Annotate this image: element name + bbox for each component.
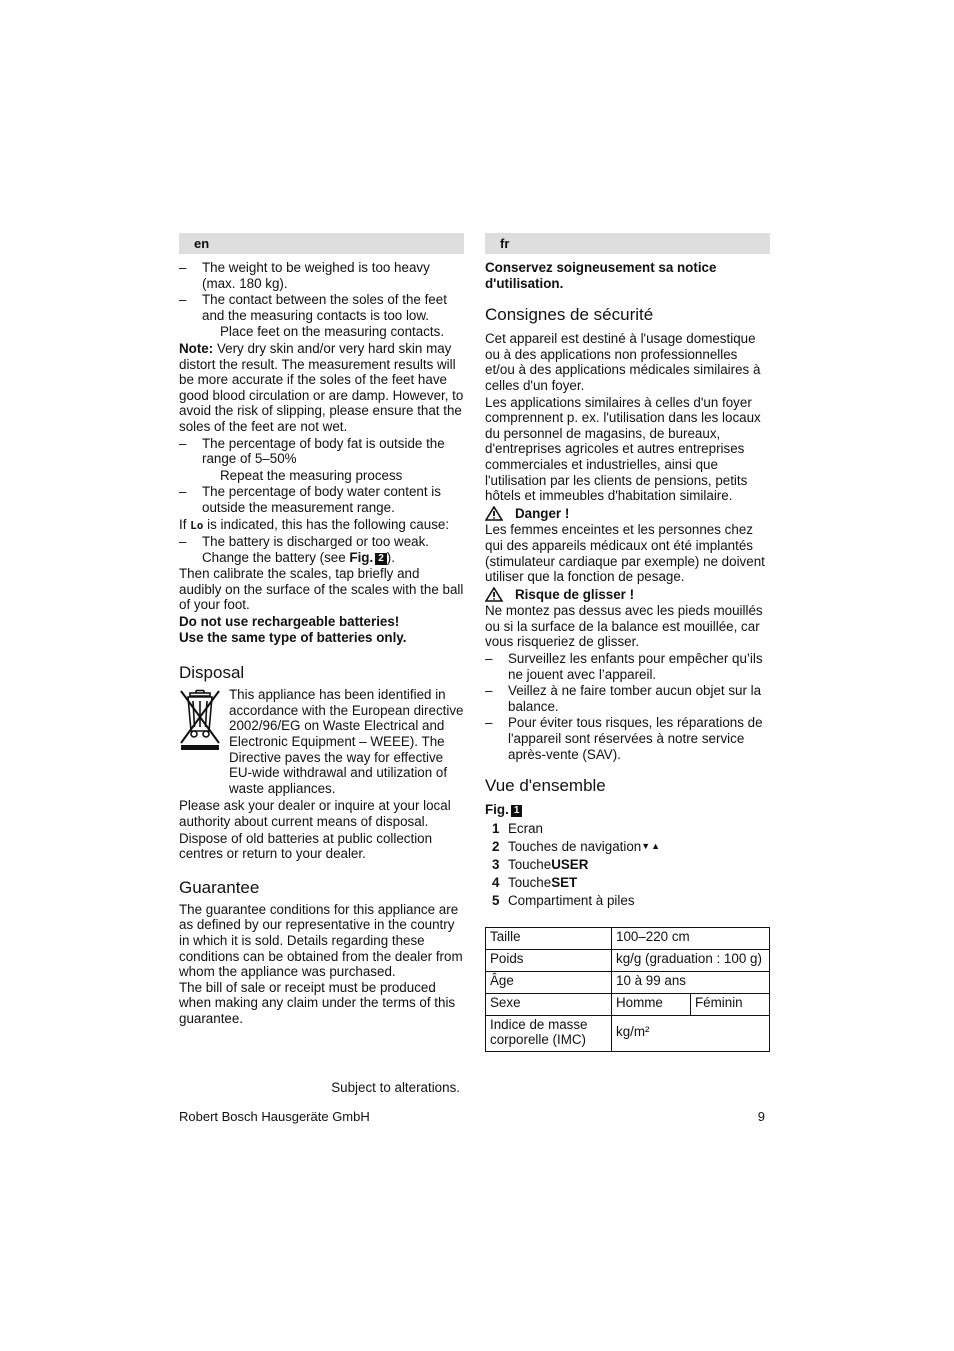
lo-display-icon: Lo xyxy=(190,518,204,532)
french-column xyxy=(485,233,770,1052)
remedy-repeat: Repeat the measuring process xyxy=(220,467,403,483)
slip-risk-label: Risque de glisser ! xyxy=(485,587,770,603)
batteries-disposal-paragraph: Dispose of old batteries at public collection centres or return to your dealer. xyxy=(179,830,433,862)
weee-crossed-bin-icon xyxy=(179,687,229,796)
figure-2-badge: 2 xyxy=(375,553,387,565)
warning-same-type: Use the same type of batteries only. xyxy=(179,629,407,645)
table-row: Indice de masse corporelle (IMC) kg/m² xyxy=(486,1015,770,1051)
danger-text: Les femmes enceintes et les personnes chez qui des appareils médicaux ont été implantés (stimulateur cardiaque par exemple) ne doivent utiliser que la fonction de pesage. xyxy=(485,522,765,585)
overview-item: 1 Ecran xyxy=(492,820,543,836)
table-row: Sexe Homme Féminin xyxy=(486,993,770,1015)
language-tag-en: en xyxy=(179,233,464,254)
note-paragraph: Note: Very dry skin and/or very hard skin may distort the result. The measurement results will be more accurate if the soles of the feet have good blood circulation or are damp. However, to avoid the risk of slipping, please ensure that the soles of the feet are not wet. xyxy=(179,340,464,434)
overview-item: 5 Compartiment à piles xyxy=(492,893,635,909)
disposal-text: This appliance has been identified in accordance with the European directive 2002/96/EG on Waste Electrical and Electronic Equipment – WEEE). The Directive paves the way for effective EU-wide withdrawal and utilization of waste appliances. xyxy=(229,687,464,796)
cause-item-body-fat: – The percentage of body fat is outside the range of 5–50% xyxy=(179,435,445,467)
footer-company: Robert Bosch Hausgeräte GmbH xyxy=(179,1109,370,1124)
navigation-arrows-icon: ▼▲ xyxy=(641,840,662,851)
cause-item-too-heavy: – The weight to be weighed is too heavy (max. 180 kg). xyxy=(179,260,430,291)
keep-notice: Conservez soigneusement sa notice d'utilisation. xyxy=(485,260,717,291)
figure-reference: Fig. 1 xyxy=(485,802,770,818)
disposal-block xyxy=(179,687,464,796)
overview-heading: Vue d'ensemble xyxy=(485,776,606,796)
safety-bullet: – Pour éviter tous risques, les réparations de l'appareil sont réservées à notre service après-vente (SAV). xyxy=(485,715,763,762)
figure-1-badge: 1 xyxy=(511,805,523,817)
safety-heading: Consignes de sécurité xyxy=(485,305,654,325)
table-row: Taille 100–220 cm xyxy=(486,927,770,949)
danger-label: Danger ! xyxy=(485,506,770,522)
cause-item-battery: – The battery is discharged or too weak. Change the battery (see Fig. 2 ). xyxy=(179,534,430,565)
table-row: Poids kg/g (graduation : 100 g) xyxy=(486,949,770,971)
calibrate-paragraph: Then calibrate the scales, tap briefly and audibly on the surface of the scales with the ball of your foot. xyxy=(179,566,464,613)
safety-paragraph-2: Les applications similaires à celles d'un foyer comprennent p. ex. l'utilisation dans les locaux du personnel de magasins, de bureaux, d'entreprises agricoles et autres entreprises commerciales et industrielles, ainsi que l'utilisation par les clients de pensions, petits hôtels et immeubles d'habitation similaire. xyxy=(485,394,761,504)
warning-triangle-icon xyxy=(485,587,503,602)
dealer-paragraph: Please ask your dealer or inquire at your local authority about current means of disposal. xyxy=(179,798,451,829)
safety-paragraph-1: Cet appareil est destiné à l'usage domestique ou à des applications non professionnelles et/ou à des applications médicales similaires à celles d'un foyer. xyxy=(485,331,761,393)
language-tag-fr: fr xyxy=(485,233,770,254)
remedy-place-feet: Place feet on the measuring contacts. xyxy=(220,324,445,340)
page-number: 9 xyxy=(757,1109,765,1124)
guarantee-heading: Guarantee xyxy=(179,877,260,897)
safety-bullet: – Surveillez les enfants pour empêcher qu’ils ne jouent avec l’appareil. xyxy=(485,651,763,682)
guarantee-paragraph-2: The bill of sale or receipt must be produced when making any claim under the terms of this guarantee. xyxy=(179,979,456,1026)
cause-item-low-contact: – The contact between the soles of the feet and the measuring contacts is too low. xyxy=(179,292,447,323)
disposal-heading: Disposal xyxy=(179,663,245,683)
cause-item-body-water: – The percentage of body water content is outside the measurement range. xyxy=(179,484,441,515)
safety-bullet: – Veillez à ne faire tomber aucun objet sur la balance. xyxy=(485,683,762,714)
lo-indicator-paragraph: If Lo is indicated, this has the following cause: xyxy=(179,516,450,532)
english-column xyxy=(179,233,464,1027)
warning-triangle-icon xyxy=(485,506,503,521)
slip-risk-text: Ne montez pas dessus avec les pieds mouillés ou si la surface de la balance est mouillée, car vous risqueriez de glisser. xyxy=(485,603,763,650)
warning-rechargeable: Do not use rechargeable batteries! xyxy=(179,614,400,630)
specifications-table xyxy=(485,927,770,1052)
guarantee-paragraph-1: The guarantee conditions for this appliance are as defined by our representative in the country in which it is sold. Details regarding these conditions can be obtained from the dealer from whom the appliance was purchased. xyxy=(179,901,463,980)
overview-item: 3 Touche USER xyxy=(492,857,589,872)
overview-item: 4 Touche SET xyxy=(492,875,578,891)
table-row: Âge 10 à 99 ans xyxy=(486,971,770,993)
subject-to-alterations: Subject to alterations. xyxy=(331,1080,460,1095)
overview-item: 2 Touches de navigation ▼▲ xyxy=(492,838,662,854)
